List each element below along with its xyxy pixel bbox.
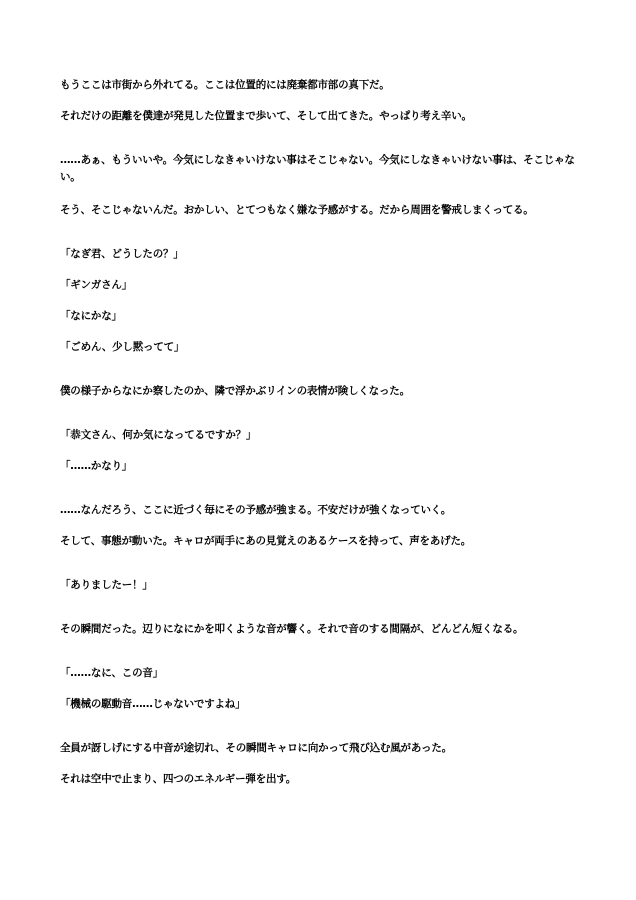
dialogue-1: 「なぎ君、どうしたの？」 bbox=[60, 248, 184, 260]
paragraph-3: ……あぁ、もういいや。今気にしなきゃいけない事はそこじゃない。今気にしなきゃいけない事は、そこじゃない。 bbox=[60, 154, 575, 183]
paragraph-4: そう、そこじゃないんだ。おかしい、とてつもなく嫌な予感がする。だから周囲を警戒しまくってる。 bbox=[60, 204, 534, 216]
paragraph-10: それは空中で止まり、四つのエネルギー弾を出す。 bbox=[60, 773, 297, 785]
dialogue-6: 「……かなり」 bbox=[60, 460, 133, 472]
paragraph-5: 僕の様子からなにか察したのか、隣で浮かぶリインの表情が険しくなった。 bbox=[60, 385, 410, 397]
paragraph-9: 全員が訝しげにする中音が途切れ、その瞬間キャロに向かって飛び込む風があった。 bbox=[60, 742, 452, 754]
paragraph-6: ……なんだろう、ここに近づく毎にその予感が強まる。不安だけが強くなっていく。 bbox=[60, 504, 452, 516]
dialogue-2: 「ギンガさん」 bbox=[60, 279, 132, 291]
paragraph-2: それだけの距離を僕達が発見した位置まで歩いて、そして出てきた。やっぱり考え辛い。 bbox=[60, 110, 472, 122]
dialogue-3: 「なにかな」 bbox=[60, 310, 122, 322]
dialogue-4: 「ごめん、少し黙ってて」 bbox=[60, 341, 185, 353]
dialogue-9: 「機械の駆動音……じゃないですよね」 bbox=[60, 698, 246, 710]
dialogue-5: 「恭文さん、何か気になってるですか？」 bbox=[60, 429, 257, 441]
paragraph-8: その瞬間だった。辺りになにかを叩くような音が響く。それで音のする間隔が、どんどん短くなる。 bbox=[60, 623, 524, 635]
dialogue-8: 「……なに、この音」 bbox=[60, 667, 163, 679]
paragraph-1: もうここは市街から外れてる。ここは位置的には廃棄都市部の真下だ。 bbox=[60, 79, 390, 91]
dialogue-7: 「ありましたー！」 bbox=[60, 579, 153, 591]
paragraph-7: そして、事態が動いた。キャロが両手にあの見覚えのあるケースを持って、声をあげた。 bbox=[60, 535, 472, 547]
